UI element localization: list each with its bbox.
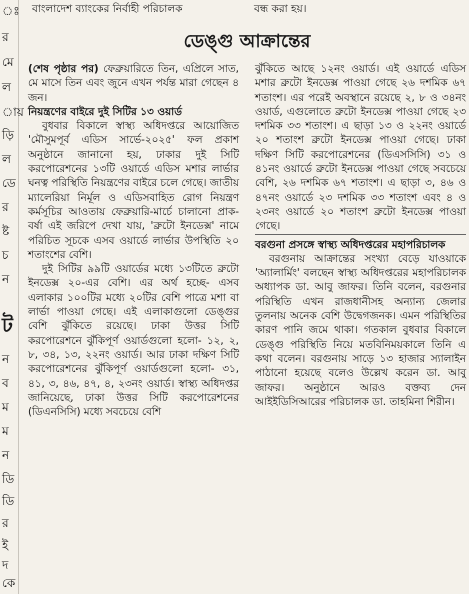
margin-glyph: র — [2, 200, 9, 214]
margin-glyph: ট — [2, 313, 13, 337]
margin-glyph: ম — [2, 400, 9, 414]
margin-glyph: দ — [2, 558, 9, 572]
margin-glyph: ডে — [2, 176, 16, 190]
margin-glyph: ঃ — [2, 4, 20, 18]
margin-glyph: ন — [2, 272, 10, 286]
body-paragraph: দুই সিটির ৯৯টি ওয়ার্ডের মধ্যে ১৩টিতে ব্রুটো ইনডেক্স ২০-এর বেশি। এর অর্থ হচ্ছে- এসব এলাকার ১০০টির মধ্যে ২০টির বেশি পাত্রে মশা বা লার্ভা পাওয়া গেছে। এই এলাকাগুলো ডেঙ্গুর বেশি ঝুঁকিতে রয়েছে। ঢাকা উত্তর সিটি করপোরেশনে ঝুঁকিপূর্ণ ওয়ার্ডগুলো হলো- ১২, ২, ৮, ৩৪, ১৩, ২২নং ওয়ার্ড। আর ঢাকা দক্ষিণ সিটি করপোরেশনের ঝুঁকিপূর্ণ ওয়ার্ডগুলো হলো- ৩১, ৪১, ৩, ৪৬, ৪৭, ৪, ২৩নং ওয়ার্ড। স্বাস্থ্য অধিদপ্তর জানিয়েছে, ঢাকা উত্তর সিটি করপোরেশনের (ডিএনসিসি) মধ্যে সবচেয়ে বেশি — [28, 263, 239, 419]
body-paragraph: বরগুনায় আক্রান্তের সংখ্যা বেড়ে যাওয়াকে 'অ্যালার্মিং' বলছেন স্বাস্থ্য অধিদপ্তরের মহাপরিচালক অধ্যাপক ডা. আবু জাফর। তিনি বলেন, বরগুনার পরিস্থিতি এখন রাজধানীসহ অন্যান্য জেলার তুলনায় অনেক বেশি উদ্বেগজনক। এমন পরিস্থিতির কারণ পানি জমে থাকা। গতকাল বুধবার বিকালে ডেঙ্গু পরিস্থিতি নিয়ে মতবিনিময়কালে তিনি এ কথা বলেন। বরগুনায় সাড়ে ১৩ হাজার স্যালাইন পাঠানো হয়েছে বলেও উল্লেখ করেন ডা. আবু জাফর। অনুষ্ঠানে আরও বক্তব্য দেন আইইডিসিআরের পরিচালক ডা. তাহমিনা শিরীন। — [255, 252, 466, 408]
margin-glyph: ই — [2, 538, 9, 552]
top-right-line: বন্ধ করা হয়। — [254, 3, 307, 15]
body-paragraph: ঝুঁকিতে আছে ১২নং ওয়ার্ড। এই ওয়ার্ডে এডিস মশার ব্রুটো ইনডেক্স পাওয়া গেছে ২৬ দশমিক ৬৭ শতাংশ। এর পরেই অবস্থানে রয়েছে ২, ৮ ও ৩৪নং ওয়ার্ড, এগুলোতে ব্রুটো ইনডেক্স পাওয়া গেছে ২৩ দশমিক ৩৩ শতাংশ। এ ছাড়া ১৩ ও ২২নং ওয়ার্ডে ২০ শতাংশ ব্রুটো ইনডেক্স পাওয়া গেছে। ঢাকা দক্ষিণ সিটি করপোরেশনের (ডিএসসিসি) ৩১ ও ৪১নং ওয়ার্ডে ব্রুটো ইনডেক্স পাওয়া গেছে সবচেয়ে বেশি, ২৬ দশমিক ৬৭ শতাংশ। এ ছাড়া ৩, ৪৬ ও ৪৭নং ওয়ার্ডে ২৩ দশমিক ৩৩ শতাংশ এবং ৪ ও ২৩নং ওয়ার্ডে ২০ শতাংশ ব্রুটো ইনডেক্স পাওয়া গেছে। — [255, 63, 466, 233]
margin-glyph: ন — [2, 448, 10, 462]
newspaper-article — [28, 2, 466, 592]
margin-glyph: ায় — [2, 105, 24, 119]
lead-paragraph — [28, 62, 239, 105]
margin-glyph: ম — [2, 424, 9, 438]
lead-text: ফেব্রুয়ারিতে তিন, এপ্রিলে সাত, মে মাসে তিন এবং জুনে এখন পর্যন্ত মারা গেছেন ৪ জন। — [28, 63, 239, 104]
previous-article-tail — [32, 2, 466, 16]
margin-glyph: ডি — [2, 494, 15, 508]
headline: ডেঙ্গু আক্রান্তের — [183, 31, 311, 52]
subheading-barguna: বরগুনা প্রসঙ্গে স্বাস্থ্য অধিদপ্তরের মহাপরিচালক — [255, 234, 466, 252]
margin-glyph: র — [2, 30, 9, 44]
margin-glyph: কে — [2, 576, 16, 590]
subheading-wards: নিয়ন্ত্রণের বাইরে দুই সিটির ১৩ ওয়ার্ড — [28, 105, 182, 118]
top-left-line: বাংলাদেশ ব্যাংকের নির্বাহী পরিচালক — [32, 3, 183, 15]
margin-glyph: মে — [2, 55, 14, 69]
margin-glyph: ল — [2, 152, 11, 166]
body-paragraph: বুধবার বিকালে স্বাস্থ্য অধিদপ্তরে আয়োজিত 'মৌসুমপূর্ব এডিস সার্ভে-২০২৫' ফল প্রকাশ অনুষ্ঠানে জানানো হয়, ঢাকার দুই সিটি করপোরেশনের ১৩টি ওয়ার্ডে এডিস মশার লার্ভার ঘনত্ব পরিস্থিতি নিয়ন্ত্রণের বাইরে চলে গেছে। জাতীয় ম্যালেরিয়া নির্মূল ও এডিসবাহিত রোগ নিয়ন্ত্রণ কর্মসূচির আওতায় ফেব্রুয়ারি-মার্চে চালানো প্রাক-বর্ষা এই জরিপে দেখা যায়, 'ব্রুটো ইনডেক্স' নামে পরিচিত সূচকে এসব ওয়ার্ডে লার্ভার উপস্থিতি ২০ শতাংশের বেশি। — [28, 120, 239, 261]
margin-glyph: ব — [2, 376, 9, 390]
margin-glyph: চ — [2, 248, 9, 262]
right-column — [255, 62, 466, 419]
margin-glyph: ন — [2, 352, 10, 366]
article-columns — [28, 62, 466, 419]
adjacent-column-edge — [0, 0, 24, 594]
margin-glyph: ল — [2, 80, 11, 94]
left-column — [28, 62, 239, 419]
margin-glyph: ডি — [2, 472, 15, 486]
margin-glyph: ষ্ট — [2, 224, 10, 238]
margin-glyph: র — [2, 516, 9, 530]
continuation-reference: (শেষ পৃষ্ঠার পর) — [28, 63, 99, 75]
margin-glyph: ড়ি — [2, 128, 15, 142]
